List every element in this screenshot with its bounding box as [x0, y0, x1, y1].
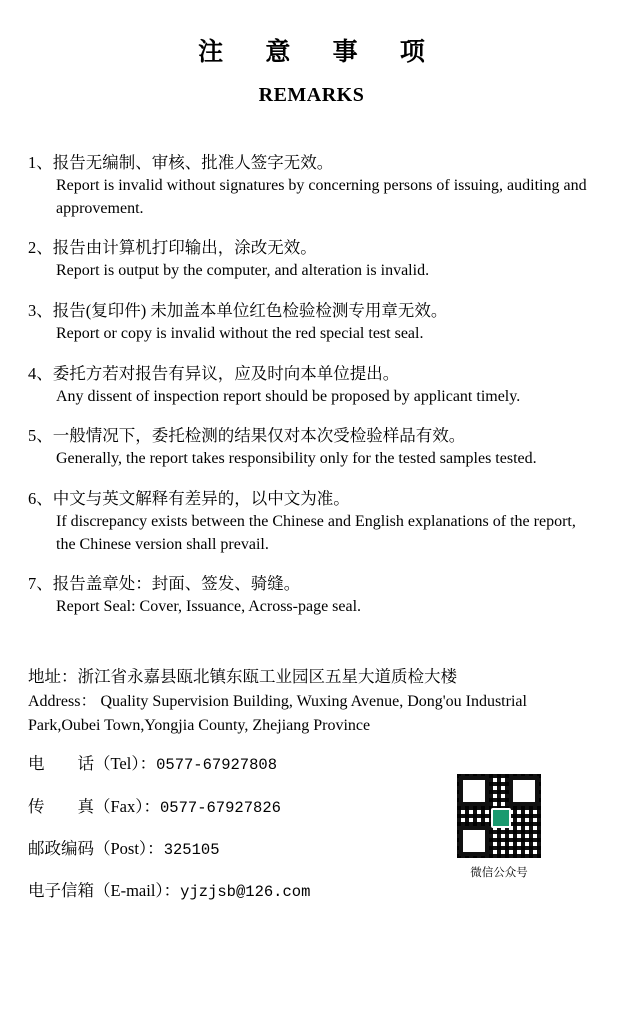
- page-title-cn: 注 意 事 项: [198, 39, 443, 66]
- address-cn: 地址：浙江省永嘉县瓯北镇东瓯工业园区五星大道质检大楼: [28, 666, 457, 686]
- remark-item: [28, 424, 593, 471]
- remark-text-en: Report or copy is invalid without the red special test seal.: [56, 324, 424, 342]
- remark-text-en: Generally, the report takes responsibility only for the tested samples tested.: [56, 450, 537, 468]
- qr-finder-icon: [459, 826, 489, 856]
- remark-text-cn: 2、报告由计算机打印输出，涂改无效。: [28, 238, 317, 258]
- remark-text-cn: 5、一般情况下，委托检测的结果仅对本次受检验样品有效。: [28, 426, 466, 446]
- remark-text-cn: 1、报告无编制、审核、批准人签字无效。: [28, 153, 334, 172]
- email-label: 电子信箱（E-mail）：: [28, 881, 181, 901]
- fax-value: 0577-67927826: [160, 798, 281, 817]
- remark-text-cn: 4、委托方若对报告有异议，应及时向本单位提出。: [28, 363, 400, 383]
- remarks-list: [24, 151, 599, 619]
- tel-label: 电 话（Tel）：: [28, 754, 157, 774]
- address-en: Address： Quality Supervision Building, Wuxing Avenue, Dong'ou Industrial Park,Oubei Town,Yongjia County, Zhejiang Province: [28, 692, 527, 734]
- remark-text-en: If discrepancy exists between the Chinese and English explanations of the report, the Chinese version shall prevail.: [56, 512, 576, 553]
- remark-text-cn: 6、中文与英文解释有差异的，以中文为准。: [28, 488, 350, 508]
- remark-text-en: Any dissent of inspection report should be proposed by applicant timely.: [56, 387, 521, 405]
- remark-item: [28, 362, 593, 409]
- remark-item: [28, 299, 593, 346]
- document-page: [0, 32, 623, 1032]
- qr-code-icon: [457, 774, 541, 858]
- remark-item: [28, 236, 593, 283]
- remark-text-cn: 7、报告盖章处：封面、签发、骑缝。: [28, 574, 301, 594]
- remark-item: [28, 151, 593, 220]
- tel-value: 0577-67927808: [156, 756, 278, 775]
- remark-item: [28, 487, 593, 556]
- post-value: 325105: [163, 840, 220, 859]
- remark-text-en: Report Seal: Cover, Issuance, Across-page seal.: [56, 598, 362, 616]
- fax-label: 传 真（Fax）：: [28, 796, 160, 816]
- remark-text-cn: 3、报告(复印件) 未加盖本单位红色检验检测专用章无效。: [28, 301, 448, 320]
- remark-text-en: Report is invalid without signatures by concerning persons of issuing, auditing and approvement.: [56, 176, 587, 217]
- qr-caption: 微信公众号: [470, 867, 528, 879]
- email-value: yjzjsb@126.com: [180, 883, 311, 902]
- remark-text-en: Report is output by the computer, and alteration is invalid.: [56, 262, 430, 280]
- post-label: 邮政编码（Post）：: [28, 838, 164, 858]
- qr-logo-icon: [491, 808, 511, 828]
- contact-row-email: [28, 879, 593, 904]
- wechat-qr-block: [451, 774, 547, 880]
- remark-item: [28, 572, 593, 619]
- page-title-en: REMARKS: [258, 84, 365, 106]
